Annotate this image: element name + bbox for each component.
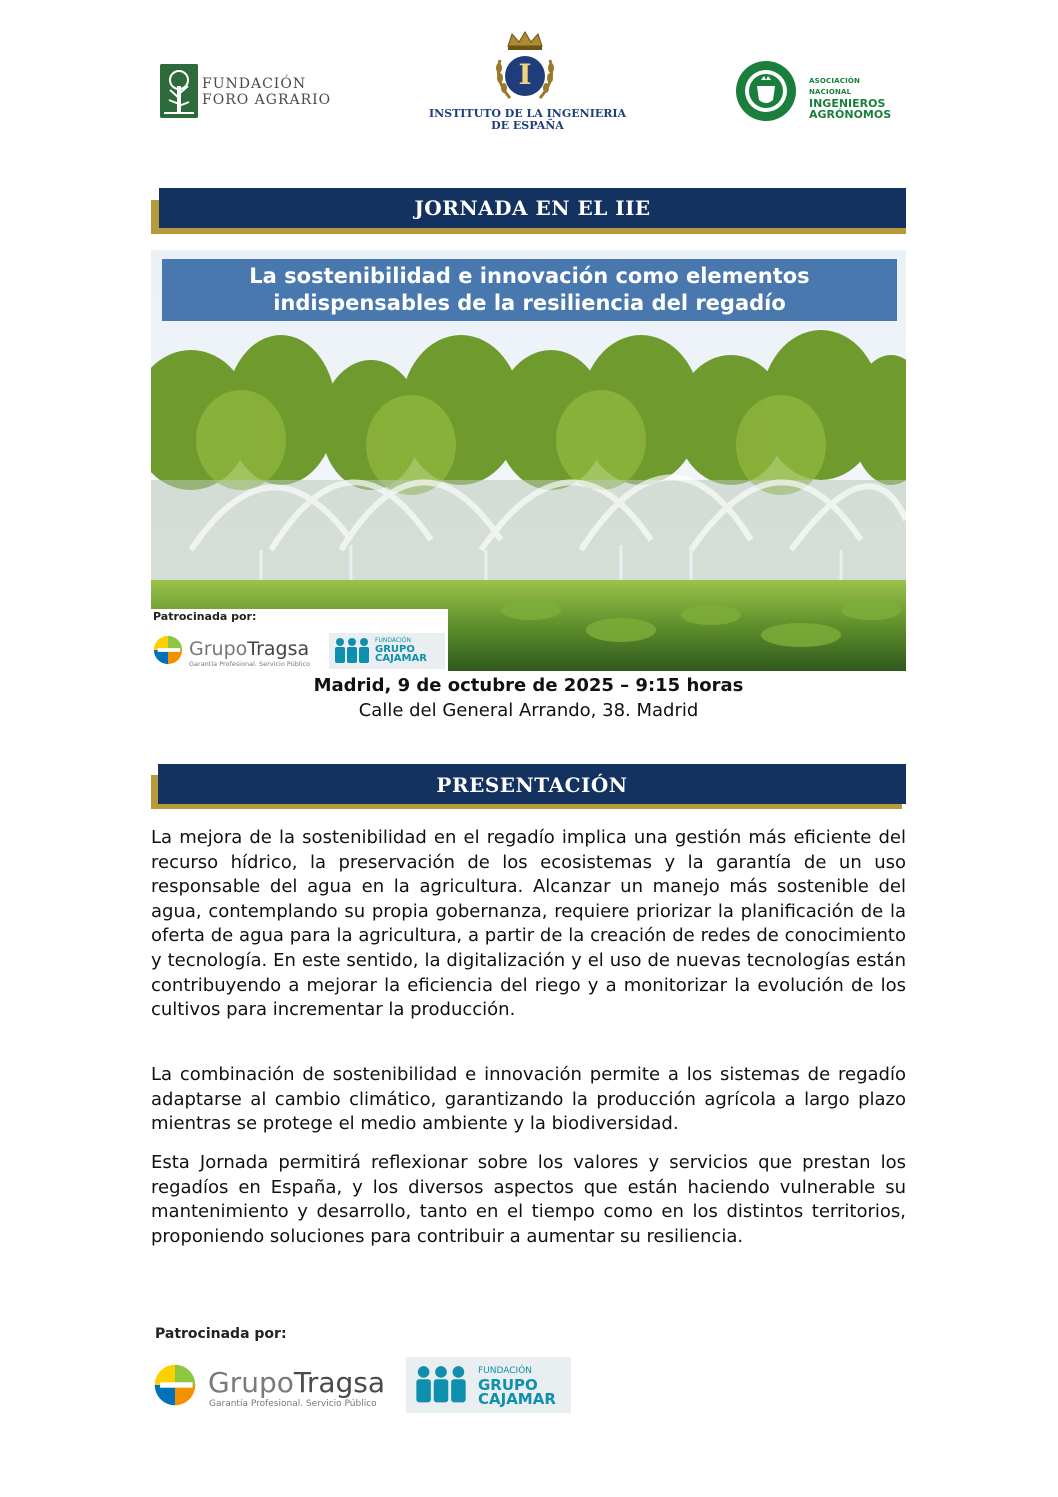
hero-sponsor-box: [151, 609, 448, 671]
tree-icon: [160, 64, 198, 118]
event-address: Calle del General Arrando, 38. Madrid: [358, 700, 699, 721]
tragsa-logo-icon: [152, 634, 184, 666]
paragraph-1: La mejora de la sostenibilidad en el regadío implica una gestión más eficiente del recurso hídrico, la preservación de los ecosistemas y la garantía de un uso responsable del agua en la agricultura. Alcanzar un manejo más sostenible del agua, contemplando su propia gobernanza, requiere priorizar la planificación de la oferta de agua para la agricultura, a partir de la creación de redes de conocimiento y tecnología. En este sentido, la digitalización y el uso de nuevas tecnologías están contribuyendo a mejorar la eficiencia del riego y a monitorizar la evolución de los cultivos para incrementar la producción.: [151, 827, 906, 1021]
event-title-line1: La sostenibilidad e innovación como elementos: [249, 264, 810, 288]
fundacion-foro-agrario-logo: [160, 64, 340, 122]
tragsa-wordmark: [208, 1366, 385, 1399]
cajamar-logo: [406, 1357, 571, 1413]
agronomos-line1: ASOCIACIÓN NACIONAL: [809, 77, 861, 96]
tragsa-name-b: Tragsa: [247, 638, 310, 660]
tragsa-wordmark: [189, 638, 309, 660]
paragraph-2: La combinación de sostenibilidad e innovación permite a los sistemas de regadío adaptarse al cambio climático, garantizando la producción agrícola a largo plazo mientras se protege el medio ambiente y la biodiversidad.: [151, 1064, 906, 1135]
event-title-line2: indispensables de la resiliencia del regadío: [273, 291, 786, 315]
instituto-ingenieria-logo: [420, 30, 635, 135]
iie-line2: DE ESPAÑA: [491, 119, 564, 132]
cajamar-line1: FUNDACIÓN: [478, 1366, 533, 1376]
fundacion-line: FUNDACIÓN: [202, 76, 307, 92]
cajamar-name: [478, 1364, 556, 1406]
footer-sponsor-label: Patrocinada por:: [155, 1326, 287, 1342]
irrigation-hero-image: [151, 250, 906, 671]
cajamar-line2: GRUPO: [375, 644, 415, 655]
event-title: [162, 263, 897, 317]
hero-sponsor-label: Patrocinada por:: [153, 610, 257, 623]
jornada-banner: JORNADA EN EL IIE: [159, 188, 906, 228]
iie-line1: INSTITUTO DE LA INGENIERIA: [428, 107, 627, 120]
cajamar-line1: FUNDACIÓN: [375, 637, 412, 644]
fundacion-foro-agrario-name: [202, 76, 331, 108]
tragsa-name-a: Grupo: [189, 638, 248, 660]
agronomos-seal-icon: [735, 60, 797, 122]
agronomos-line2: INGENIEROS: [809, 97, 886, 110]
cajamar-line2: GRUPO: [478, 1376, 538, 1394]
cajamar-people-icon: [332, 637, 372, 665]
asociacion-ingenieros-agronomos-logo: [735, 60, 905, 122]
iie-name: [420, 108, 635, 132]
cajamar-logo: [329, 633, 445, 669]
cajamar-line3: CAJAMAR: [375, 653, 427, 664]
cajamar-line3: CAJAMAR: [478, 1390, 556, 1408]
presentacion-banner: PRESENTACIÓN: [158, 764, 906, 804]
tragsa-name-a: Grupo: [208, 1366, 294, 1399]
tragsa-tagline: Garantía Profesional. Servicio Público: [189, 660, 311, 668]
paragraph-3: Esta Jornada permitirá reflexionar sobre los valores y servicios que prestan los regadíos en España, y los diversos aspectos que están haciendo vulnerable su mantenimiento y desarrollo, tanto en el tiempo como en los distintos territorios, proponiendo soluciones para contribuir a aumentar su resiliencia.: [151, 1152, 906, 1247]
agronomos-name: [809, 76, 905, 120]
tragsa-logo-icon: [152, 1362, 198, 1408]
cajamar-people-icon: [412, 1364, 470, 1406]
iie-initial: I: [518, 58, 532, 91]
foro-agrario-line: FORO AGRARIO: [202, 92, 332, 108]
event-date: Madrid, 9 de octubre de 2025 – 9:15 horas: [313, 675, 744, 696]
cajamar-name: [375, 636, 427, 663]
tragsa-name-b: Tragsa: [293, 1366, 386, 1399]
agronomos-line3: AGRÓNOMOS: [809, 108, 892, 121]
tragsa-tagline: Garantía Profesional. Servicio Público: [209, 1399, 377, 1409]
